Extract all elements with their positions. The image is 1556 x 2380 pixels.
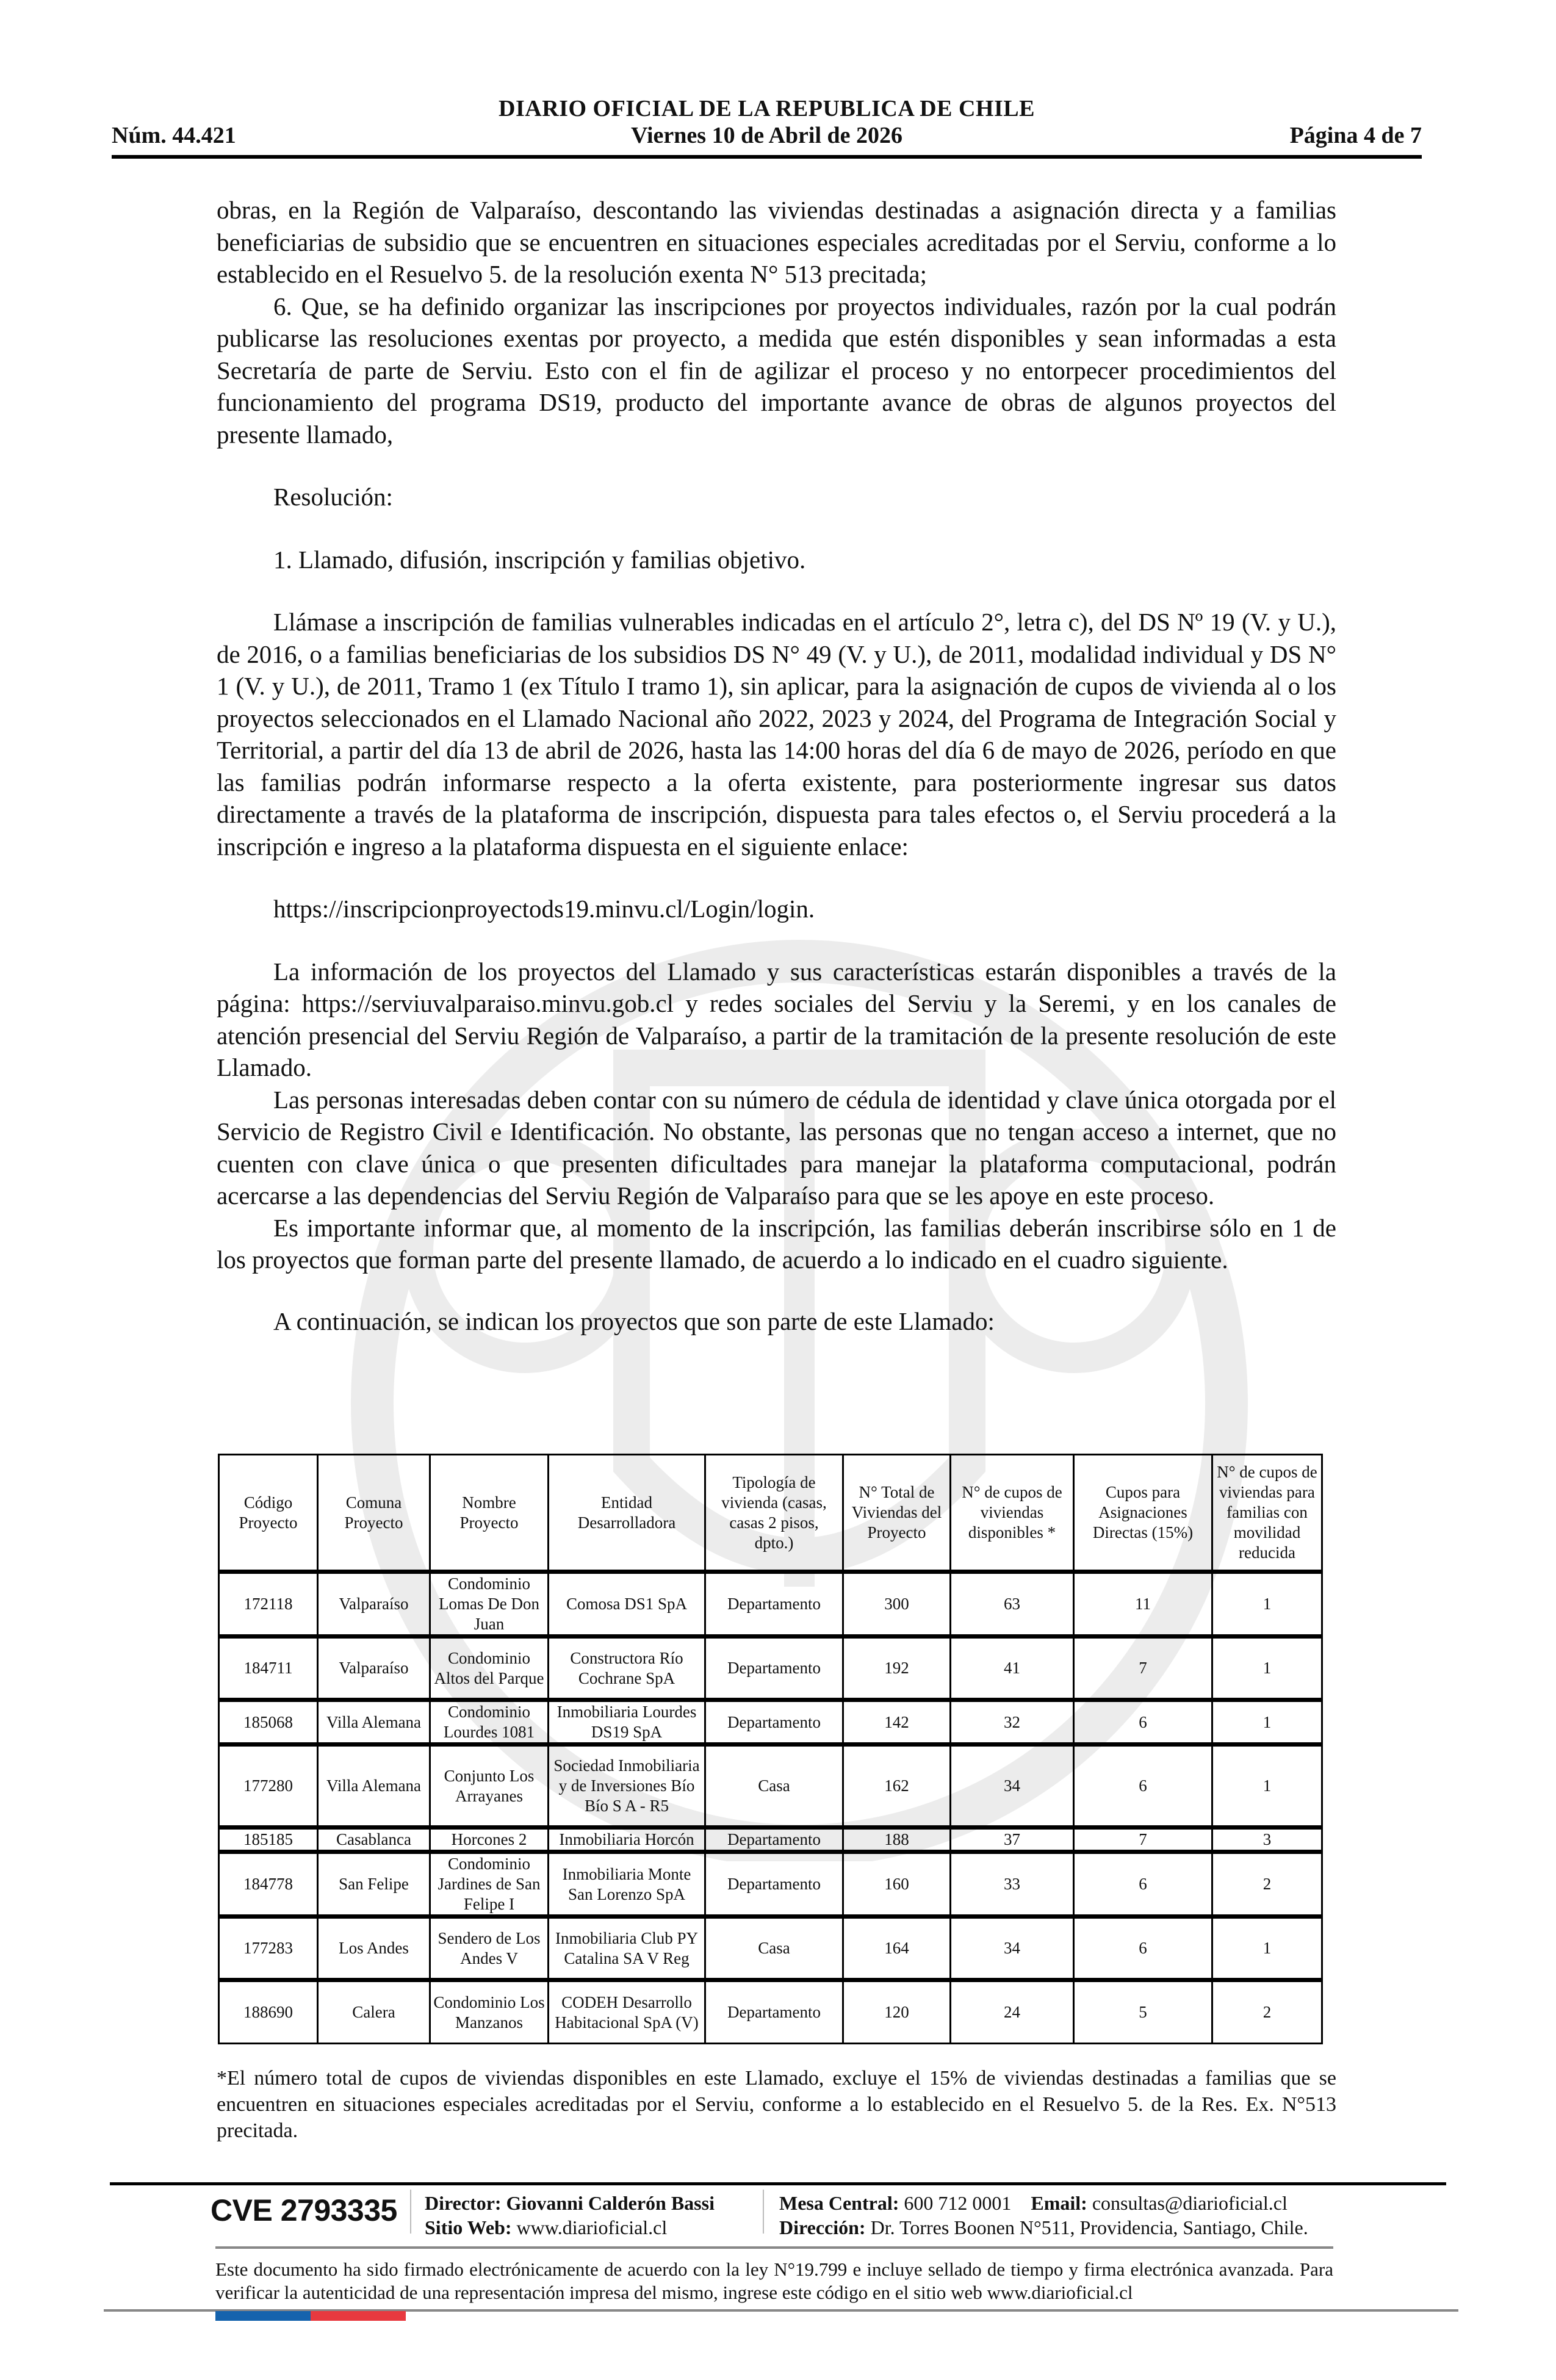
cell-total: 160 [843, 1852, 951, 1917]
cell-cupos: 33 [951, 1852, 1074, 1917]
col-header-total-viviendas: N° Total de Viviendas del Proyecto [843, 1455, 951, 1572]
paragraph-importante: Es importante informar que, al momento de la inscripción, las familias deberán inscribirse sólo en 1 de los proyectos que forman parte del presente llamado, de acuerdo a lo indicado en el cuadro siguiente. [217, 1213, 1336, 1274]
section-1-title: 1. Llamado, difusión, inscripción y familias objetivo. [273, 545, 806, 574]
cell-movilidad: 1 [1212, 1637, 1322, 1700]
cell-total: 300 [843, 1572, 951, 1637]
cell-entidad: Inmobiliaria Horcón [549, 1828, 705, 1852]
col-header-entidad: Entidad Desarrolladora [549, 1455, 705, 1572]
cell-tipologia: Departamento [705, 1980, 843, 2044]
footer-divider-middle [215, 2246, 1333, 2249]
projects-table [218, 1454, 1323, 2044]
cell-tipologia: Departamento [705, 1572, 843, 1637]
email-label: Email: [1031, 2192, 1087, 2214]
footer-separator [410, 2190, 411, 2234]
table-footnote: *El número total de cupos de viviendas disponibles en este Llamado, excluye el 15% de viviendas destinadas a familias que se encuentren en situaciones especiales acreditadas por el Serviu, conforme a lo establecido en el Resuelvo 5. de la Res. Ex. N°513 precitada. [217, 2067, 1336, 2142]
paragraph-llamase: Llámase a inscripción de familias vulnerables indicadas en el artículo 2°, letra c), del DS Nº 19 (V. y U.), de 2016, o a familias beneficiarias de los subsidios DS N° 49 (V. y U.), de 2011, modalidad individual y DS N° 1 (V. y U.), de 2011, Tramo 1 (ex Título I tramo 1), sin aplicar, para la asignación de cupos de vivienda al o los proyectos seleccionados en el Llamado Nacional año 2022, 2023 y 2024, del Programa de Integración Social y Territorial, a partir del día 13 de abril de 2026, hasta las 14:00 horas del día 6 de mayo de 2026, período en que las familias podrán informarse respecto a la oferta existente, para posteriormente ingresar sus datos directamente a través de la plataforma de inscripción, dispuesta para tales efectos o, el Serviu procederá a la inscripción e ingreso a la plataforma dispuesta en el siguiente enlace: [217, 608, 1336, 860]
footer-separator [763, 2190, 764, 2234]
col-header-cupos-disponibles: N° de cupos de viviendas disponibles * [951, 1455, 1074, 1572]
phone-number: 600 712 0001 [904, 2192, 1012, 2214]
electronic-signature-notice: Este documento ha sido firmado electrónicamente de acuerdo con la ley N°19.799 e incluye sellado de tiempo y firma electrónica avanzada. Para verificar la autenticidad de una representación impresa del mismo, ingrese este código en el sitio web www.diarioficial.cl [215, 2259, 1333, 2303]
director-label: Director: [425, 2192, 502, 2214]
cell-comuna: Casablanca [318, 1828, 430, 1852]
footer-director-block [425, 2191, 715, 2240]
page-number: Página 4 de 7 [1289, 123, 1422, 148]
cell-cupos: 34 [951, 1917, 1074, 1980]
cell-codigo: 185068 [219, 1700, 318, 1745]
cell-directas: 11 [1074, 1572, 1212, 1637]
flag-stripe-blue [215, 2311, 311, 2321]
cell-cupos: 37 [951, 1828, 1074, 1852]
table-row [219, 1637, 1322, 1700]
cell-movilidad: 1 [1212, 1917, 1322, 1980]
cell-total: 164 [843, 1917, 951, 1980]
page-header [112, 92, 1422, 159]
cell-movilidad: 2 [1212, 1852, 1322, 1917]
cell-nombre: Condominio Jardines de San Felipe I [430, 1852, 549, 1917]
cell-movilidad: 1 [1212, 1700, 1322, 1745]
cell-directas: 6 [1074, 1852, 1212, 1917]
cell-movilidad: 1 [1212, 1572, 1322, 1637]
cell-nombre: Condominio Altos del Parque [430, 1637, 549, 1700]
cell-directas: 6 [1074, 1745, 1212, 1828]
cell-entidad: Inmobiliaria Club PY Catalina SA V Reg [549, 1917, 705, 1980]
issue-number: Núm. 44.421 [112, 123, 236, 148]
cell-movilidad: 2 [1212, 1980, 1322, 2044]
table-row [219, 1852, 1322, 1917]
cell-total: 142 [843, 1700, 951, 1745]
resolution-label: Resolución: [273, 483, 393, 511]
cell-codigo: 184778 [219, 1852, 318, 1917]
registration-link[interactable]: https://inscripcionproyectods19.minvu.cl/Login/login. [273, 895, 815, 923]
cell-entidad: Constructora Río Cochrane SpA [549, 1637, 705, 1700]
cell-nombre: Sendero de Los Andes V [430, 1917, 549, 1980]
cell-cupos: 32 [951, 1700, 1074, 1745]
cell-entidad: Inmobiliaria Monte San Lorenzo SpA [549, 1852, 705, 1917]
cell-codigo: 184711 [219, 1637, 318, 1700]
phone-label: Mesa Central: [779, 2192, 899, 2214]
cell-entidad: Inmobiliaria Lourdes DS19 SpA [549, 1700, 705, 1745]
table-row [219, 1980, 1322, 2044]
cell-codigo: 172118 [219, 1572, 318, 1637]
cell-cupos: 34 [951, 1745, 1074, 1828]
table-row [219, 1745, 1322, 1828]
paragraph-informacion: La información de los proyectos del Llamado y sus características estarán disponibles a través de la página: https://serviuvalparaiso.minvu.gob.cl y redes sociales del Serviu y la Seremi, y en los canales de atención presencial del Serviu Región de Valparaíso, a partir de la tramitación de la presente resolución de este Llamado. [217, 957, 1336, 1081]
cve-code: CVE 2793335 [211, 2193, 397, 2227]
cell-comuna: Valparaíso [318, 1637, 430, 1700]
cell-entidad: Comosa DS1 SpA [549, 1572, 705, 1637]
cell-directas: 7 [1074, 1828, 1212, 1852]
col-header-movilidad-reducida: N° de cupos de viviendas para familias con movilidad reducida [1212, 1455, 1322, 1572]
website-link[interactable]: www.diarioficial.cl [516, 2216, 668, 2238]
cell-tipologia: Casa [705, 1917, 843, 1980]
cell-directas: 6 [1074, 1917, 1212, 1980]
cell-directas: 5 [1074, 1980, 1212, 2044]
paragraph-obras: obras, en la Región de Valparaíso, descontando las viviendas destinadas a asignación directa y a familias beneficiarias de subsidio que se encuentren en situaciones especiales acreditadas por el Serviu, conforme a lo establecido en el Resuelvo 5. de la resolución exenta N° 513 precitada; [217, 196, 1336, 288]
cell-nombre: Condominio Lourdes 1081 [430, 1700, 549, 1745]
cell-cupos: 41 [951, 1637, 1074, 1700]
cell-nombre: Condominio Lomas De Don Juan [430, 1572, 549, 1637]
cell-entidad: Sociedad Inmobiliaria y de Inversiones Bío Bío S A - R5 [549, 1745, 705, 1828]
newspaper-title: DIARIO OFICIAL DE LA REPUBLICA DE CHILE [499, 96, 1035, 121]
table-row [219, 1828, 1322, 1852]
cell-comuna: Valparaíso [318, 1572, 430, 1637]
cell-codigo: 177280 [219, 1745, 318, 1828]
cell-comuna: Villa Alemana [318, 1745, 430, 1828]
flag-stripe-red [311, 2311, 406, 2321]
header-divider [112, 155, 1422, 159]
table-row [219, 1572, 1322, 1637]
cell-directas: 7 [1074, 1637, 1212, 1700]
cell-tipologia: Departamento [705, 1700, 843, 1745]
cell-entidad: CODEH Desarrollo Habitacional SpA (V) [549, 1980, 705, 2044]
cell-total: 192 [843, 1637, 951, 1700]
table-header-row [219, 1455, 1322, 1572]
col-header-asignaciones-directas: Cupos para Asignaciones Directas (15%) [1074, 1455, 1212, 1572]
cell-nombre: Horcones 2 [430, 1828, 549, 1852]
table-row [219, 1700, 1322, 1745]
address-label: Dirección: [779, 2216, 866, 2238]
cell-tipologia: Departamento [705, 1637, 843, 1700]
paragraph-considerando-6: 6. Que, se ha definido organizar las inscripciones por proyectos individuales, razón por la cual podrán publicarse las resoluciones exentas por proyecto, a medida que estén disponibles y sean informadas a esta Secretaría de parte de Serviu. Esto con el fin de agilizar el proceso y no entorpecer procedimientos del funcionamiento del programa DS19, producto del importante avance de obras de algunos proyectos del presente llamado, [217, 292, 1336, 449]
cell-comuna: San Felipe [318, 1852, 430, 1917]
document-body [217, 194, 1336, 1337]
cell-nombre: Condominio Los Manzanos [430, 1980, 549, 2044]
address-value: Dr. Torres Boonen N°511, Providencia, Santiago, Chile. [870, 2216, 1308, 2238]
cell-cupos: 63 [951, 1572, 1074, 1637]
cell-nombre: Conjunto Los Arrayanes [430, 1745, 549, 1828]
issue-date: Viernes 10 de Abril de 2026 [630, 123, 903, 148]
website-label: Sitio Web: [425, 2216, 512, 2238]
cell-cupos: 24 [951, 1980, 1074, 2044]
col-header-codigo: Código Proyecto [219, 1455, 318, 1572]
cell-tipologia: Casa [705, 1745, 843, 1828]
cell-codigo: 177283 [219, 1917, 318, 1980]
footer-divider-top [110, 2182, 1446, 2185]
col-header-comuna: Comuna Proyecto [318, 1455, 430, 1572]
cell-codigo: 185185 [219, 1828, 318, 1852]
paragraph-continuacion: A continuación, se indican los proyectos que son parte de este Llamado: [273, 1307, 995, 1335]
cell-tipologia: Departamento [705, 1852, 843, 1917]
cell-total: 188 [843, 1828, 951, 1852]
cell-movilidad: 1 [1212, 1745, 1322, 1828]
paragraph-personas: Las personas interesadas deben contar con su número de cédula de identidad y clave única otorgada por el Servicio de Registro Civil e Identificación. No obstante, las personas que no tengan acceso a internet, que no cuenten con clave única o que presenten dificultades para manejar la plataforma computacional, podrán acercarse a las dependencias del Serviu Región de Valparaíso para que se les apoye en este proceso. [217, 1085, 1336, 1210]
footer-contact-block [779, 2191, 1308, 2240]
cell-comuna: Calera [318, 1980, 430, 2044]
cell-tipologia: Departamento [705, 1828, 843, 1852]
director-name: Giovanni Calderón Bassi [506, 2192, 715, 2214]
email-link[interactable]: consultas@diarioficial.cl [1092, 2192, 1288, 2214]
col-header-tipologia: Tipología de vivienda (casas, casas 2 pisos, dpto.) [705, 1455, 843, 1572]
cell-comuna: Villa Alemana [318, 1700, 430, 1745]
cell-movilidad: 3 [1212, 1828, 1322, 1852]
table-row [219, 1917, 1322, 1980]
cell-codigo: 188690 [219, 1980, 318, 2044]
col-header-nombre: Nombre Proyecto [430, 1455, 549, 1572]
cell-total: 120 [843, 1980, 951, 2044]
cell-comuna: Los Andes [318, 1917, 430, 1980]
cell-total: 162 [843, 1745, 951, 1828]
cell-directas: 6 [1074, 1700, 1212, 1745]
